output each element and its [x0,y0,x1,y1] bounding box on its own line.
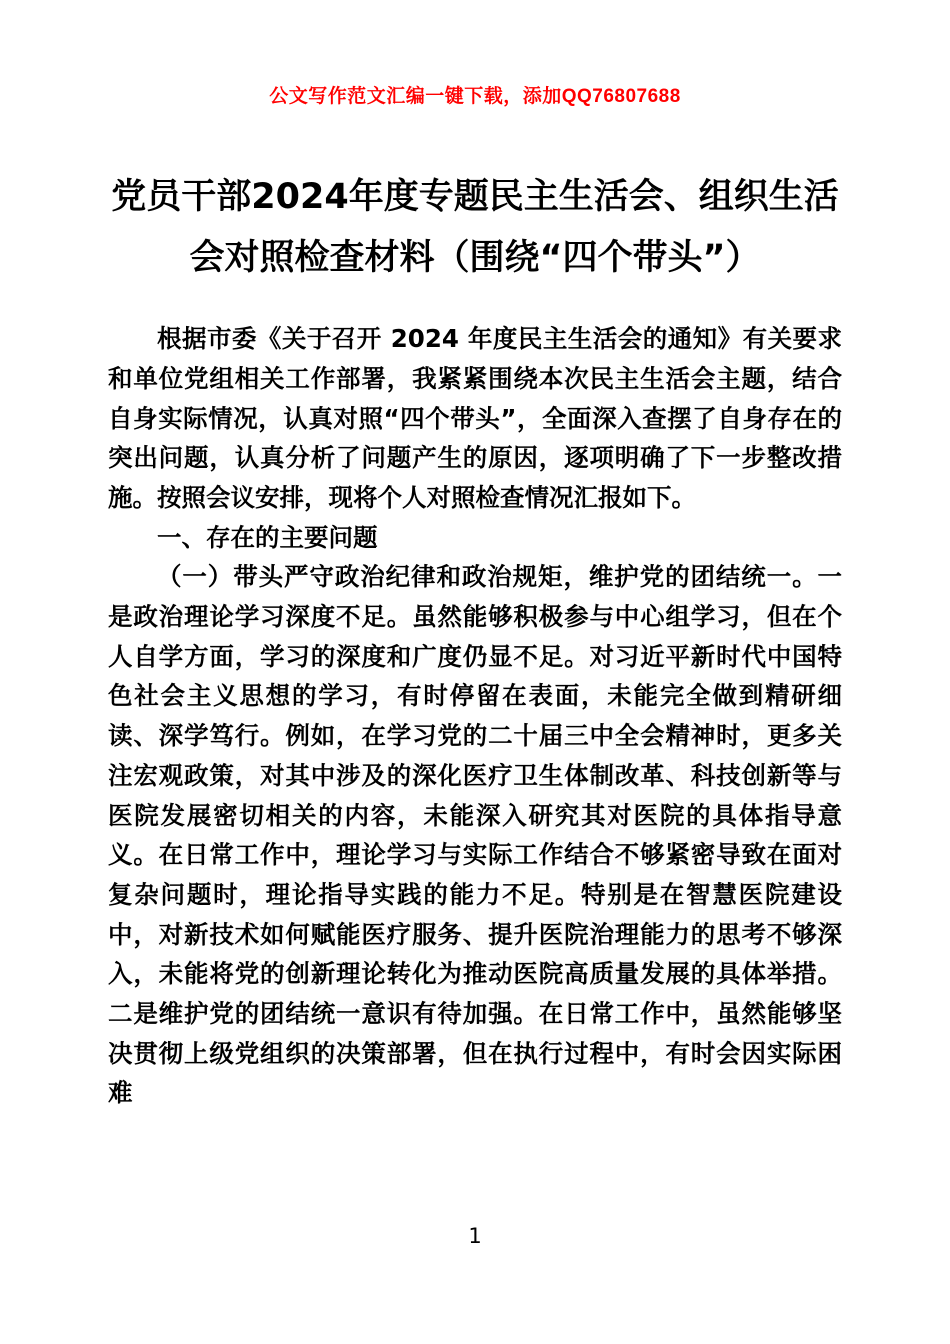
paragraph-section-heading: 一、存在的主要问题 [157,522,378,552]
paragraph-subsection-1: （一）带头严守政治纪律和政治规矩，维护党的团结统一。一是政治理论学习深度不足。虽然能够积极参与中心组学习，但在个人自学方面，学习的深度和广度仍显不足。对习近平新时代中国特色社会主义思想的学习，有时停留在表面，未能完全做到精研细读、深学笃行。例如，在学习党的二十届三中全会精神时，更多关注宏观政策，对其中涉及的深化医疗卫生体制改革、科技创新等与医院发展密切相关的内容，未能深入研究其对医院的具体指导意义。在日常工作中，理论学习与实际工作结合不够紧密导致在面对复杂问题时，理论指导实践的能力不足。特别是在智慧医院建设中，对新技术如何赋能医疗服务、提升医院治理能力的思考不够深入，未能将党的创新理论转化为推动医院高质量发展的具体举措。二是维护党的团结统一意识有待加强。在日常工作中，虽然能够坚决贯彻上级党组织的决策部署，但在执行过程中，有时会因实际困难 [108,562,842,1108]
paragraph-intro: 根据市委《关于召开 2024 年度民主生活会的通知》有关要求和单位党组相关工作部署，我紧紧围绕本次民主生活会主题，结合自身实际情况，认真对照“四个带头”，全面深入查摆了自身存在的突出问题，认真分析了问题产生的原因，逐项明确了下一步整改措施。按照会议安排，现将个人对照检查情况汇报如下。 [108,324,842,513]
page-number: 1 [468,1224,482,1248]
document-body [108,319,842,1113]
page-title: 党员干部2024年度专题民主生活会、组织生活会对照检查材料（围绕“四个带头”） [111,176,839,279]
watermark-text: 公文写作范文汇编一键下载，添加QQ76807688 [269,86,681,107]
